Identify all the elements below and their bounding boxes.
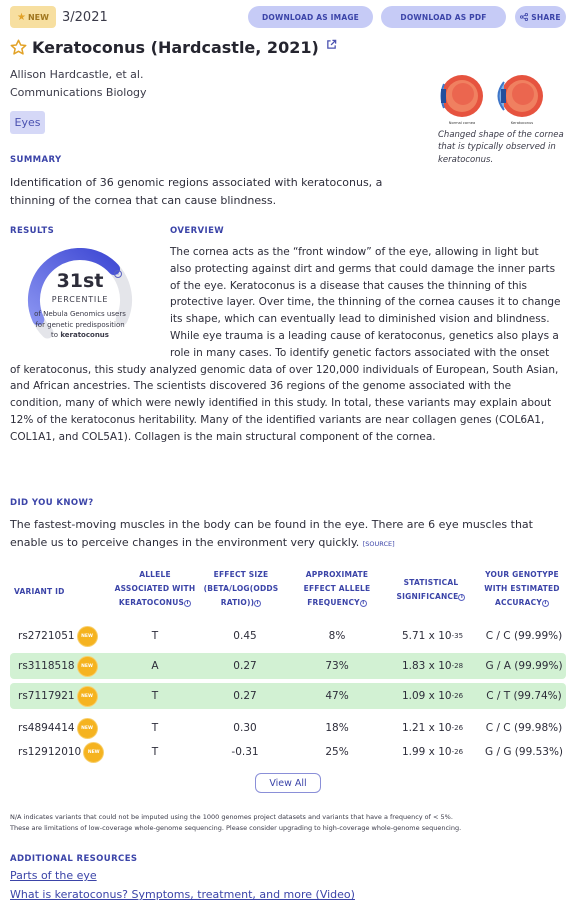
did-you-know-text [10,516,562,551]
significance-base: 5.71 x 10 [401,630,452,642]
info-icon[interactable]: i [458,594,465,601]
header-frequency [292,568,382,610]
new-badge-label: NEW [27,12,49,22]
header-effect-l2: (BETA/LOG(ODDS [203,583,279,593]
variant-id: rs7117921 [18,690,75,702]
study-journal: Communications Biology [10,86,147,99]
summary-heading: SUMMARY [10,155,62,165]
percentile-description [10,309,150,341]
header-significance [386,576,476,604]
overview-heading: OVERVIEW [170,226,225,236]
percentile-rank: 31st [56,270,104,292]
effect-size-cell: -0.31 [231,746,259,758]
header-gen-l2: WITH ESTIMATED [484,583,560,593]
effect-size-cell: 0.27 [233,690,257,702]
significance-cell [385,623,480,649]
new-variant-badge: NEW [78,687,97,706]
table-row[interactable] [10,683,566,709]
table-row[interactable] [10,715,566,741]
external-link-icon[interactable] [326,39,337,50]
variant-id: rs2721051 [18,630,75,642]
variant-id-cell [18,683,97,709]
header-allele-l1: ALLELE [139,570,171,579]
frequency-cell: 25% [325,746,349,758]
frequency-cell: 73% [325,660,349,672]
variant-id: rs4894414 [18,722,75,734]
genotype-cell: C / C (99.98%) [485,722,563,734]
favorite-star-icon[interactable] [10,39,27,56]
title-row [10,36,337,58]
header-allele [110,568,200,610]
header-gen-l3: ACCURACY [494,597,543,607]
significance-exponent: -35 [451,632,464,640]
share-icon [520,13,528,21]
allele-cell: T [151,722,159,734]
header-effect-l3: RATIO)) [220,597,255,607]
table-row[interactable] [10,623,566,649]
header-freq-l2: EFFECT ALLELE [303,583,371,593]
percentile-trait: keratoconus [60,331,109,339]
header-sig-l2: SIGNIFICANCE [396,591,459,601]
table-row[interactable] [10,653,566,679]
allele-cell: A [151,660,159,672]
header-allele-l3: KERATOCONUS [118,597,185,607]
download-image-button[interactable]: DOWNLOAD AS IMAGE [248,6,373,28]
genotype-cell: C / T (99.74%) [486,690,562,702]
header-freq-l3: FREQUENCY [307,597,360,607]
effect-size-cell: 0.30 [233,722,257,734]
category-tag[interactable]: Eyes [10,111,45,134]
variant-id-cell [18,715,97,741]
variant-id-cell [18,623,97,649]
significance-cell [385,739,480,765]
header-freq-l1: APPROXIMATE [305,570,369,579]
percentile-label: PERCENTILE [51,295,109,304]
note-line1: N/A indicates variants that could not be imputed using the 1000 genomes project datasets and variants that have a frequency of < 5%. [10,813,453,821]
significance-exponent: -26 [451,692,464,700]
allele-cell: T [151,690,159,702]
genotype-cell: G / A (99.99%) [485,660,563,672]
significance-exponent: -28 [451,662,464,670]
header-variant-id: VARIANT ID [14,587,65,596]
view-all-button[interactable]: View All [255,773,321,793]
results-heading: RESULTS [10,226,55,236]
header-effect-l1: EFFECT SIZE [213,570,269,579]
keratoconus-image [499,75,544,117]
significance-exponent: -26 [451,724,464,732]
significance-base: 1.83 x 10 [401,660,452,672]
significance-cell [385,715,480,741]
new-variant-badge: NEW [84,743,103,762]
allele-cell: T [151,630,159,642]
allele-cell: T [151,746,159,758]
percentile-sub-line2: for genetic predisposition [35,320,125,329]
cornea-illustration [436,72,548,128]
normal-cornea-label: Normal cornea [448,121,476,125]
new-badge [10,6,56,28]
info-icon[interactable]: i [114,270,122,278]
percentile-gauge [10,248,160,348]
percentile-sub-to: to [51,331,59,339]
effect-size-cell: 0.45 [233,630,257,642]
download-pdf-button[interactable]: DOWNLOAD AS PDF [381,6,506,28]
frequency-cell: 47% [325,690,349,702]
page-title: Keratoconus (Hardcastle, 2021) [32,37,319,57]
study-date: 3/2021 [62,10,108,25]
table-row[interactable] [10,739,566,765]
image-caption: Changed shape of the cornea that is typically observed in keratoconus. [438,130,564,165]
new-variant-badge: NEW [78,657,97,676]
header-effect-size [198,568,284,610]
info-icon[interactable]: i [184,600,191,607]
note-line2: These are limitations of low-coverage whole-genome sequencing. Please consider upgrading to high-coverage whole-genome sequencing. [10,824,462,833]
resource-link-parts-of-eye[interactable]: Parts of the eye [10,869,97,882]
did-you-know-heading: DID YOU KNOW? [10,498,94,508]
percentile-sub-line1: of Nebula Genomics users [34,310,126,318]
new-variant-badge: NEW [78,719,97,738]
variant-id-cell [18,739,103,765]
info-icon[interactable]: i [254,600,261,607]
header-sig-l1: STATISTICAL [403,578,459,587]
normal-cornea-image [441,75,483,117]
share-button[interactable] [515,6,566,28]
effect-size-cell: 0.27 [233,660,257,672]
overview-text: The cornea acts as the “front window” of the eye, allowing in light but also protecting against dirt and germs that could damage the inner parts of the eye. Keratoconus is a disease that causes the thinning of this protective layer. Over time, the thinning of the cornea causes it to change its shape, which can eventually lead to diminished vision and blindness. While eye trauma is a leading cause of keratoconus, genetics also plays a role in many cases. To identify genetic factors associated with the onset of keratoconus, this study analyzed genomic data of over 120,000 individuals of European, South Asian, and African ancestries. The scientists discovered 36 regions of the genome associated with the condition, many of which were newly identified in this study. In total, these variants may explain about 12% of the keratoconus heritability. Many of the identified variants are near collagen genes (COL6A1, COL1A1, and COL5A1). Collagen is the main structural component of the cornea. [10,246,561,443]
frequency-cell: 8% [328,630,346,642]
resources-heading: ADDITIONAL RESOURCES [10,854,138,864]
limitations-note [10,812,570,834]
significance-cell [385,683,480,709]
variant-id-cell [18,653,97,679]
header-allele-l2: ASSOCIATED WITH [114,583,196,593]
significance-cell [385,653,480,679]
variant-id: rs12912010 [18,746,82,758]
header-genotype [476,568,568,610]
share-label: SHARE [531,12,561,22]
percentile-sub-line3 [10,330,150,341]
significance-base: 1.21 x 10 [401,722,452,734]
top-bar [10,6,566,30]
info-icon[interactable]: i [542,600,549,607]
star-icon: ★ [17,11,26,23]
study-author: Allison Hardcastle, et al. [10,68,144,81]
resource-link-keratoconus-video[interactable]: What is keratoconus? Symptoms, treatment, and more (Video) [10,888,355,901]
significance-exponent: -26 [451,748,464,756]
info-icon[interactable]: i [360,600,367,607]
frequency-cell: 18% [325,722,349,734]
header-gen-l1: YOUR GENOTYPE [485,570,559,579]
keratoconus-label: Keratoconus [510,121,534,125]
new-variant-badge: NEW [78,627,97,646]
source-link[interactable]: [SOURCE] [362,539,395,548]
genotype-cell: G / G (99.53%) [484,746,564,758]
significance-base: 1.09 x 10 [401,690,452,702]
variant-id: rs3118518 [18,660,75,672]
summary-text: Identification of 36 genomic regions associated with keratoconus, a thinning of the cornea that can cause blindness. [10,176,383,207]
genotype-cell: C / C (99.99%) [485,630,563,642]
did-you-know-body: The fastest-moving muscles in the body can be found in the eye. There are 6 eye muscles that enable us to perceive changes in the environment very quickly. [10,518,533,549]
significance-base: 1.99 x 10 [401,746,452,758]
